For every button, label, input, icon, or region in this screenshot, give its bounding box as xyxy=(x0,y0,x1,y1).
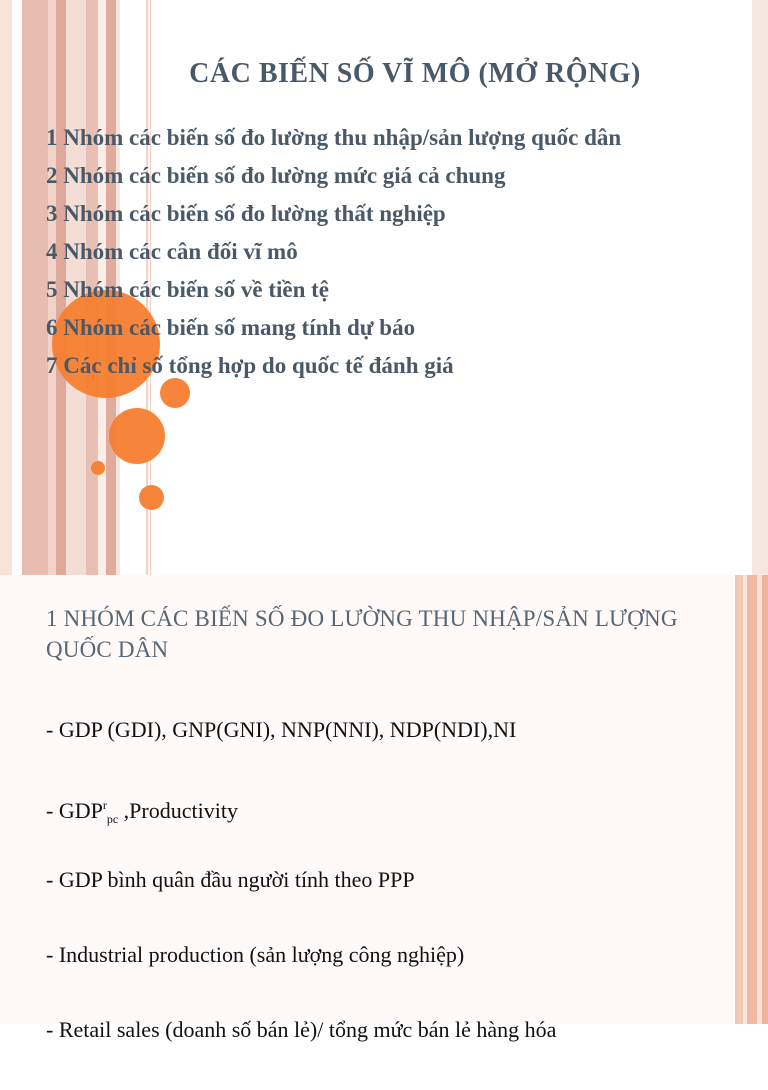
list-item: 3 Nhóm các biến số đo lường thất nghiệp xyxy=(46,201,446,226)
list-item: 5 Nhóm các biến số về tiền tệ xyxy=(46,277,329,302)
decorative-stripe xyxy=(747,575,757,1024)
list-item: 6 Nhóm các biến số mang tính dự báo xyxy=(46,315,416,340)
list-item: 7 Các chỉ số tổng hợp do quốc tế đánh giá xyxy=(46,353,454,378)
list-item: 1 Nhóm các biến số đo lường thu nhập/sản lượng quốc dân xyxy=(46,125,622,150)
list-item: 2 Nhóm các biến số đo lường mức giá cả chung xyxy=(46,163,506,188)
decorative-circle-tiny xyxy=(91,461,105,475)
decorative-circle-small-2 xyxy=(139,485,164,510)
decorative-stripe xyxy=(0,0,12,575)
list-item: - GDP (GDI), GNP(GNI), NNP(NNI), NDP(NDI),NI xyxy=(46,717,517,742)
decorative-stripe xyxy=(22,0,48,575)
list-item xyxy=(46,790,706,865)
list-item: 4 Nhóm các cân đối vĩ mô xyxy=(46,239,298,264)
slide-title: 1 NHÓM CÁC BIẾN SỐ ĐO LƯỜNG THU NHẬP/SẢN LƯỢNG QUỐC DÂN xyxy=(46,606,678,662)
list-item-partial: - Retail sales (doanh số bán lẻ)/ tổng mức bán lẻ hàng hóa xyxy=(46,1017,557,1042)
list-item: - GDP bình quân đầu người tính theo PPP xyxy=(46,867,415,892)
list-item: - Industrial production (sản lượng công nghiệp) xyxy=(46,942,465,967)
decorative-stripe xyxy=(752,0,768,575)
item-prefix: - GDP xyxy=(46,798,103,823)
item-superscript: r xyxy=(102,798,107,812)
item-suffix: ,Productivity xyxy=(118,798,238,823)
slide-title: CÁC BIẾN SỐ VĨ MÔ (MỞ RỘNG) xyxy=(189,58,641,89)
decorative-stripe xyxy=(12,0,22,575)
decorative-stripe xyxy=(735,575,743,1024)
slide-2 xyxy=(0,575,768,1042)
item-subscript: pc xyxy=(106,812,119,826)
decorative-stripe xyxy=(762,575,768,1024)
indicator-list xyxy=(46,715,706,1090)
topic-list xyxy=(46,122,716,388)
decorative-circle-medium xyxy=(109,408,165,464)
